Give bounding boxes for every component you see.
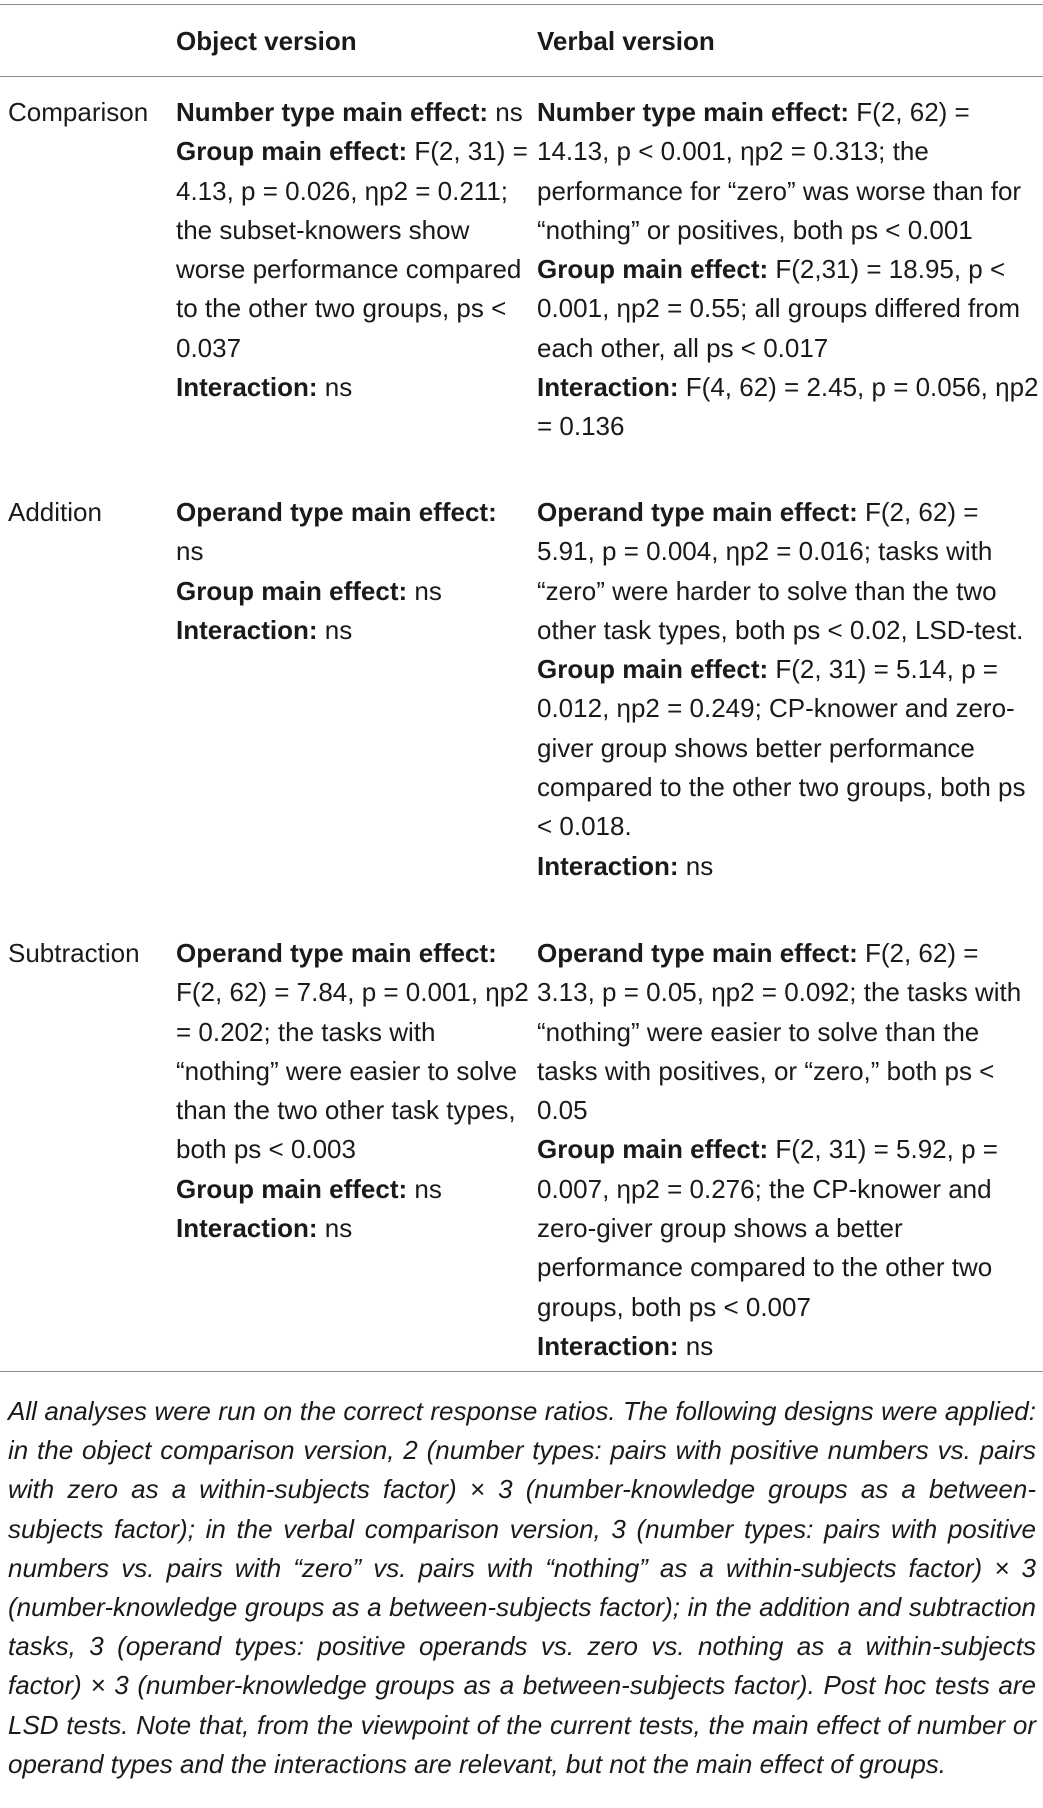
cell-entry — [176, 493, 530, 572]
entry-heading: Interaction: — [537, 850, 679, 881]
entry-heading: Operand type main effect: — [176, 497, 497, 527]
entry-text: F(2, 62) = 5.91, p = 0.004, ηp2 = 0.016; tasks with “zero” were harder to solve than the two other task types, both ps < 0.02, LSD-test. — [537, 497, 1024, 645]
entry-heading: Group main effect: — [176, 1173, 408, 1204]
header-object-version: Object version — [176, 26, 357, 56]
entry-heading: Interaction: — [176, 372, 318, 403]
table-top-rule — [0, 4, 1043, 5]
entry-text: ns — [488, 97, 523, 127]
cell-subtraction-object — [176, 934, 530, 1248]
row-label-addition: Addition — [8, 497, 102, 527]
cell-entry — [176, 934, 530, 1170]
entry-text: ns — [317, 1213, 353, 1244]
entry-heading: Group main effect: — [537, 254, 769, 285]
entry-text: ns — [317, 614, 353, 645]
row-label-comparison: Comparison — [8, 97, 149, 127]
entry-heading: Operand type main effect: — [537, 497, 858, 527]
entry-heading: Number type main effect: — [537, 97, 850, 127]
entry-heading: Group main effect: — [537, 1134, 769, 1165]
cell-entry — [537, 1327, 1040, 1366]
cell-subtraction-verbal — [537, 934, 1040, 1366]
entry-text: F(2, 62) = 3.13, p = 0.05, ηp2 = 0.092; the tasks with “nothing” were easier to solve than the tasks with positives, or “zero,” both ps < 0.05 — [537, 938, 1022, 1126]
entry-text: ns — [678, 1330, 714, 1361]
entry-text: F(2, 62) = 14.13, p < 0.001, ηp2 = 0.313; the performance for “zero” was worse than for “nothing” or positives, both ps < 0.001 — [537, 97, 1022, 245]
entry-heading: Group main effect: — [176, 136, 408, 167]
entry-text: ns — [317, 372, 353, 403]
table-footnote: All analyses were run on the correct response ratios. The following designs were applied: in the object comparison version, 2 (number types: pairs with positive numbers vs. pairs with zero as a within-subjects factor) × 3 (number-knowledge groups as a between-subjects factor); in the verbal comparison version, 3 (number types: pairs with positive numbers vs. pairs with “zero” vs. pairs with “nothing” as a within-subjects factor) × 3 (number-knowledge groups as a between-subjects factor); in the addition and subtraction tasks, 3 (operand types: positive operands vs. zero vs. nothing as a within-subjects factor) × 3 (number-knowledge groups as a between-subjects factor). Post hoc tests are LSD tests. Note that, from the viewpoint of the current tests, the main effect of number or operand types and the interactions are relevant, but not the main effect of groups. — [8, 1396, 1036, 1779]
cell-entry — [537, 368, 1040, 447]
cell-entry — [537, 934, 1040, 1130]
entry-text: ns — [407, 575, 442, 606]
cell-addition-object — [176, 493, 530, 650]
entry-heading: Group main effect: — [176, 575, 408, 606]
cell-entry — [176, 1170, 530, 1209]
entry-text: ns — [407, 1173, 442, 1204]
entry-text: F(4, 62) = 2.45, p = 0.056, ηp2 = 0.136 — [537, 372, 1039, 442]
entry-text: F(2,31) = 18.95, p < 0.001, ηp2 = 0.55; all groups differed from each other, all ps < 0.017 — [537, 254, 1021, 363]
cell-addition-verbal — [537, 493, 1040, 886]
cell-entry — [176, 1209, 530, 1248]
entry-text: F(2, 62) = 7.84, p = 0.001, ηp2 = 0.202; the tasks with “nothing” were easier to solve than the two other task types, both ps < 0.003 — [176, 977, 529, 1165]
cell-entry — [537, 847, 1040, 886]
entry-text: ns — [678, 850, 714, 881]
entry-text: F(2, 31) = 5.92, p = 0.007, ηp2 = 0.276; the CP-knower and zero-giver group shows a better performance compared to the other two groups, both ps < 0.007 — [537, 1134, 998, 1322]
entry-heading: Operand type main effect: — [537, 938, 858, 968]
cell-entry — [176, 611, 530, 650]
entry-text: F(2, 31) = 5.14, p = 0.012, ηp2 = 0.249; CP-knower and zero-giver group shows better performance compared to the other two groups, both ps < 0.018. — [537, 654, 1026, 842]
cell-entry — [537, 93, 1040, 250]
cell-entry — [537, 1130, 1040, 1326]
header-verbal-version: Verbal version — [537, 26, 715, 56]
cell-comparison-verbal — [537, 93, 1040, 447]
cell-entry — [176, 572, 530, 611]
entry-text: F(2, 31) = 4.13, p = 0.026, ηp2 = 0.211; the subset-knowers show worse performance compared to the other two groups, ps < 0.037 — [176, 136, 528, 363]
entry-heading: Interaction: — [537, 1330, 679, 1361]
entry-text: ns — [176, 536, 204, 567]
cell-entry — [537, 250, 1040, 368]
cell-entry — [537, 493, 1040, 650]
cell-comparison-object — [176, 93, 530, 407]
entry-heading: Group main effect: — [537, 654, 769, 685]
entry-heading: Interaction: — [176, 614, 318, 645]
table-bottom-rule — [0, 1371, 1043, 1372]
entry-heading: Interaction: — [537, 372, 679, 403]
entry-heading: Interaction: — [176, 1213, 318, 1244]
cell-entry — [176, 132, 530, 368]
cell-entry — [537, 650, 1040, 846]
entry-heading: Number type main effect: — [176, 97, 489, 127]
cell-entry — [176, 368, 530, 407]
entry-heading: Operand type main effect: — [176, 938, 497, 968]
cell-entry — [176, 93, 530, 132]
row-label-subtraction: Subtraction — [8, 938, 140, 968]
header-rule — [0, 76, 1043, 77]
